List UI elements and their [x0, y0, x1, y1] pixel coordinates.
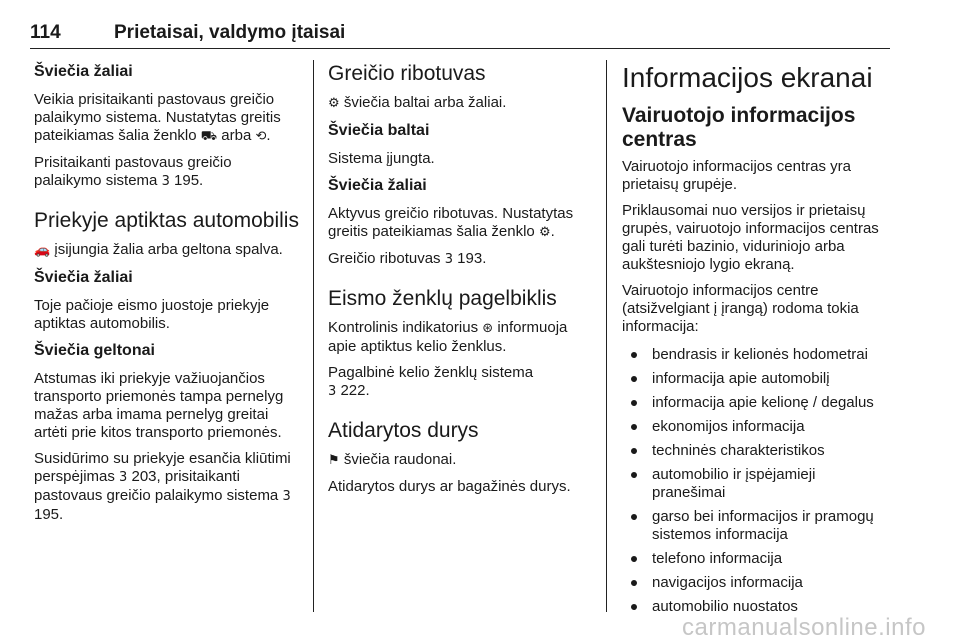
section-title: Vairuotojo informacijos centras: [622, 104, 856, 151]
chapter-title: Informacijos ekranai: [622, 62, 873, 93]
acc-off-icon: ⟲: [255, 129, 267, 144]
paragraph: Priklausomai nuo versijos ir prietaisų grupės, vairuotojo informacijos centras gali turėti bazinio, viduriniojo arba aukštesniojo lygio ekraną.: [622, 202, 879, 273]
bullet-icon: [631, 400, 637, 406]
paragraph: Sistema įjungta.: [328, 150, 435, 167]
paragraph: Vairuotojo informacijos centre (atsižvelgiant į įrangą) rodoma tokia informacija:: [622, 282, 859, 335]
page-ref-link[interactable]: 195.: [174, 172, 204, 189]
column-left: [34, 62, 302, 532]
list-item: garso bei informacijos ir pramogų sistemos informacija: [622, 508, 892, 544]
paragraph: Atidarytos durys ar bagažinės durys.: [328, 478, 571, 495]
bullet-icon: [631, 604, 637, 610]
paragraph: Kontrolinis indikatorius ⊛ informuoja apie aptiktus kelio ženklus.: [328, 319, 568, 355]
paragraph: Pagalbinė kelio ženklų sistema 3 222.: [328, 364, 534, 399]
list-item: ekonomijos informacija: [622, 418, 892, 436]
list-item: telefono informacija: [622, 550, 892, 568]
bullet-icon: [631, 448, 637, 454]
speed-limiter-icon: ⚙: [328, 96, 340, 111]
section-title: Atidarytos durys: [328, 419, 479, 442]
page-ref-arrow-icon: 3: [328, 384, 337, 399]
list-item: automobilio ir įspėjamieji pranešimai: [622, 466, 892, 502]
list-item: informacija apie automobilį: [622, 370, 892, 388]
list-item: bendrasis ir kelionės hodometrai: [622, 346, 892, 364]
page-ref-link[interactable]: 193.: [457, 250, 487, 267]
column-middle: [328, 62, 596, 504]
column-divider-1: [313, 60, 314, 612]
list-item: techninės charakteristikos: [622, 442, 892, 460]
list-item: informacija apie kelionę / degalus: [622, 394, 892, 412]
speed-limiter-icon: ⚙: [538, 225, 551, 240]
bullet-icon: [631, 352, 637, 358]
paragraph: 🚗 įsijungia žalia arba geltona spalva.: [34, 241, 283, 258]
section-title: Priekyje aptiktas automobilis: [34, 209, 299, 232]
list-item: automobilio nuostatos: [622, 598, 892, 616]
paragraph: Toje pačioje eismo juostoje priekyje aptiktas automobilis.: [34, 297, 270, 332]
section-heading: Šviečia žaliai: [328, 177, 427, 194]
column-divider-2: [606, 60, 607, 612]
bullet-icon: [631, 472, 637, 478]
section-heading: Šviečia žaliai: [34, 269, 133, 286]
column-right: [622, 62, 892, 622]
page-title: Prietaisai, valdymo įtaisai: [114, 22, 346, 43]
header-rule: [30, 48, 890, 49]
paragraph: Vairuotojo informacijos centras yra prietaisų grupėje.: [622, 158, 851, 193]
section-title: Greičio ribotuvas: [328, 62, 486, 85]
paragraph: Veikia prisitaikanti pastovaus greičio palaikymo sistema. Nustatytas greitis pateikiamas šalia ženklo ⛟ arba ⟲.: [34, 91, 281, 144]
page-ref-arrow-icon: 3: [282, 489, 291, 504]
vehicle-ahead-icon: 🚗: [34, 243, 51, 258]
page-ref-arrow-icon: 3: [444, 252, 453, 267]
bullet-icon: [631, 580, 637, 586]
bullet-icon: [631, 424, 637, 430]
section-heading: Šviečia geltonai: [34, 342, 155, 359]
open-door-icon: ⚑: [328, 453, 340, 468]
bullet-icon: [631, 514, 637, 520]
section-heading: Šviečia baltai: [328, 122, 430, 139]
bullet-icon: [631, 556, 637, 562]
bullet-icon: [631, 376, 637, 382]
watermark: carmanualsonline.info: [682, 614, 926, 641]
traffic-sign-icon: ⊛: [482, 321, 494, 336]
info-list: [622, 346, 892, 616]
paragraph: Prisitaikanti pastovaus greičio palaikymo sistema 3 195.: [34, 154, 232, 189]
paragraph: Greičio ribotuvas 3 193.: [328, 250, 487, 267]
paragraph: ⚙ šviečia baltai arba žaliai.: [328, 94, 507, 111]
section-title: Eismo ženklų pagelbiklis: [328, 287, 557, 310]
paragraph: ⚑ šviečia raudonai.: [328, 451, 457, 468]
page-ref-link[interactable]: 195.: [34, 506, 64, 523]
list-item: navigacijos informacija: [622, 574, 892, 592]
page-number: 114: [30, 22, 61, 43]
paragraph: Atstumas iki priekyje važiuojančios transporto priemonės tampa pernelyg mažas arba imama pernelyg greitai artėti prie kitos transporto priemonės.: [34, 370, 284, 441]
page-ref-link[interactable]: 203,: [131, 468, 161, 485]
paragraph: Aktyvus greičio ribotuvas. Nustatytas greitis pateikiamas šalia ženklo ⚙.: [328, 205, 574, 240]
paragraph: Susidūrimo su priekyje esančia kliūtimi perspėjimas 3 203, prisitaikanti pastovaus greičio palaikymo sistema 3 195.: [34, 450, 291, 523]
acc-car-icon: ⛟: [200, 129, 218, 144]
section-heading: Šviečia žaliai: [34, 63, 133, 80]
page-ref-link[interactable]: 222.: [340, 382, 370, 399]
page-ref-arrow-icon: 3: [119, 470, 128, 485]
page-ref-arrow-icon: 3: [161, 174, 170, 189]
